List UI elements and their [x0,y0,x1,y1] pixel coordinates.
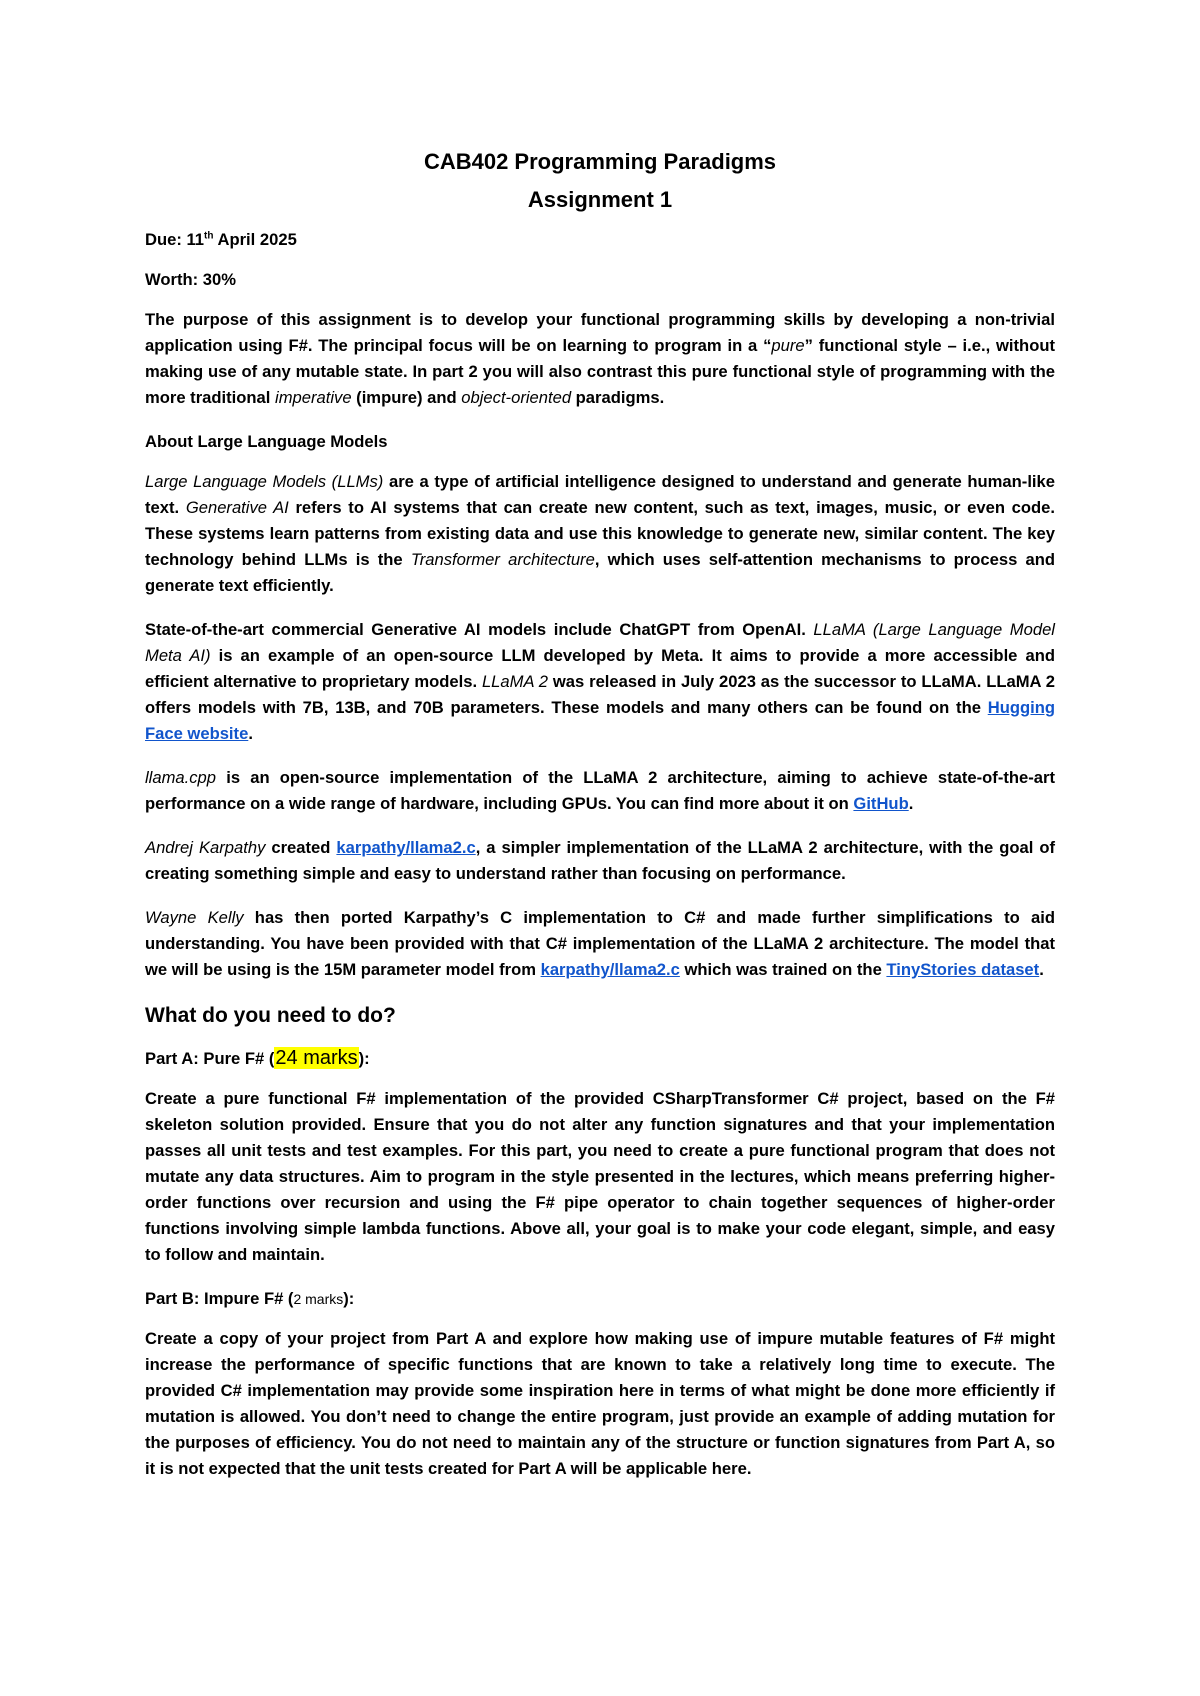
part-a-heading: Part A: Pure F# (24 marks): [145,1047,370,1069]
worth: Worth: 30% [145,270,236,289]
part-b-marks: 2 marks [293,1291,344,1307]
todo-heading: What do you need to do? [145,1004,396,1027]
llama2c-link[interactable]: karpathy/llama2.c [336,838,476,857]
assignment-title: Assignment 1 [527,187,673,212]
llm-paragraph: Large Language Models (LLMs) are a type of artificial intelligence designed to understand and generate human-like text. Generative AI refers to AI systems that can create new content, such as text, images, music, or even code. These systems learn patterns from existing data and use this knowledge to generate new, similar content. The key technology behind LLMs is the Transformer architecture, which uses self-attention mechanisms to process and generate text efficiently. [145,472,1056,595]
part-a-body: Create a pure functional F# implementation of the provided CSharpTransformer C# project, based on the F# skeleton solution provided. Ensure that you do not alter any function signatures and that your implementation passes all unit tests and test examples. For this part, you need to create a pure functional program that does not mutate any data structures. Aim to program in the style presented in the lectures, which means preferring higher-order functions over recursion and using the F# pipe operator to chain together sequences of higher-order functions involving simple lambda functions. Above all, your goal is to make your code elegant, simple, and easy to follow and maintain. [145,1089,1055,1264]
part-a-marks: 24 marks [275,1047,358,1069]
tinystories-link[interactable]: TinyStories dataset [886,960,1040,979]
intro-paragraph: The purpose of this assignment is to develop your functional programming skills by developing a non-trivial application using F#. The principal focus will be on learning to program in a “pure” functional style – i.e., without making use of any mutable state. In part 2 you will also contrast this pure functional style of programming with the more traditional imperative (impure) and object-oriented paradigms. [145,310,1055,407]
llamacpp-paragraph: llama.cpp is an open-source implementation of the LLaMA 2 architecture, aiming to achieve state-of-the-art performance on a wide range of hardware, including GPUs. You can find more about it on GitHub. [145,768,1055,813]
kelly-paragraph: Wayne Kelly has then ported Karpathy’s C implementation to C# and made further simplifications to aid understanding. You have been provided with that C# implementation of the LLaMA 2 architecture. The model that we will be using is the 15M parameter model from karpathy/llama2.c which was trained on the TinyStories dataset. [145,908,1056,979]
document-content [145,145,1055,1500]
llama2c-link-2[interactable]: karpathy/llama2.c [540,960,680,979]
part-b-body: Create a copy of your project from Part A and explore how making use of impure mutable features of F# might increase the performance of specific functions that are known to take a relatively long time to execute. The provided C# implementation may provide some inspiration here in terms of what might be done more efficiently if mutation is allowed. You don’t need to change the entire program, just provide an example of adding mutation for the purposes of efficiency. You do not need to maintain any of the structure or function signatures from Part A, so it is not expected that the unit tests created for Part A will be applicable here. [145,1329,1055,1478]
due-date: Due: 11th April 2025 [145,230,297,249]
about-llm-heading: About Large Language Models [145,432,388,451]
github-link[interactable]: GitHub [853,794,909,813]
karpathy-paragraph: Andrej Karpathy created karpathy/llama2.c, a simpler implementation of the LLaMA 2 architecture, with the goal of creating something simple and easy to understand rather than focusing on performance. [145,838,1055,883]
course-title: CAB402 Programming Paradigms [423,149,777,174]
part-b-heading: Part B: Impure F# (2 marks): [145,1289,355,1308]
sota-paragraph: State-of-the-art commercial Generative AI models include ChatGPT from OpenAI. LLaMA (Large Language Model Meta AI) is an example of an open-source LLM developed by Meta. It aims to provide a more accessible and efficient alternative to proprietary models. LLaMA 2 was released in July 2023 as the successor to LLaMA. LLaMA 2 offers models with 7B, 13B, and 70B parameters. These models and many others can be found on the Hugging Face website. [145,620,1055,743]
hugging-face-link[interactable]: Hugging Face website [145,698,1055,743]
